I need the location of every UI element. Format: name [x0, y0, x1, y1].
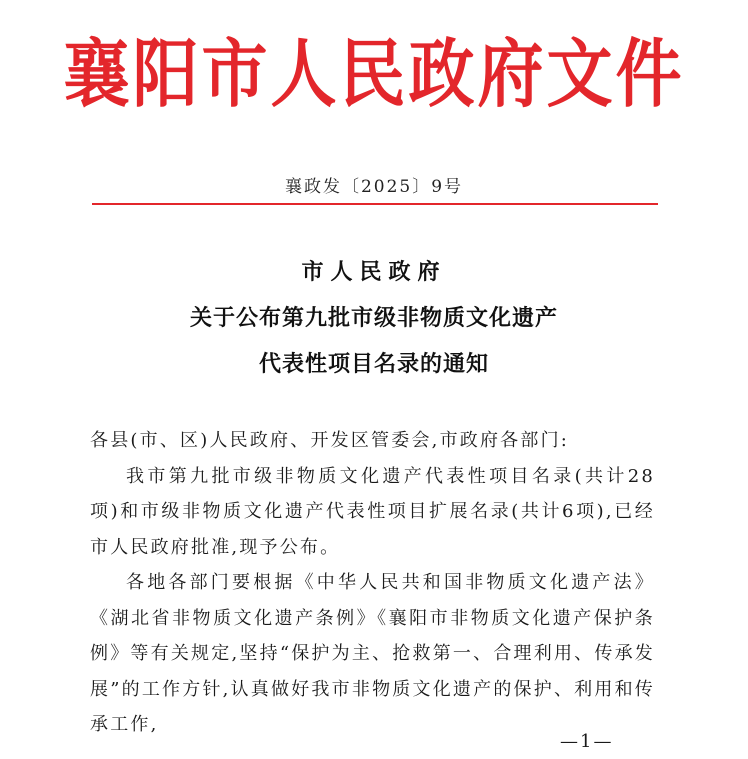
red-divider-line [92, 203, 658, 205]
title-line-issuer: 市人民政府 [301, 260, 447, 285]
notice-body [90, 423, 655, 743]
masthead-title: 襄阳市人民政府文件 [63, 30, 685, 118]
salutation: 各县(市、区)人民政府、开发区管委会,市政府各部门: [90, 430, 570, 451]
title-line-subject: 关于公布第九批市级非物质文化遗产 [189, 306, 558, 331]
body-paragraph-1: 我市第九批市级非物质文化遗产代表性项目名录(共计28项)和市级非物质文化遗产代表性项目扩展名录(共计6项),已经市人民政府批准,现予公布。 [90, 465, 655, 558]
title-line-subject-cont: 代表性项目名录的通知 [258, 352, 489, 377]
page-number: —1— [560, 731, 614, 752]
notice-title [0, 250, 748, 388]
document-number: 襄政发〔2025〕9号 [284, 177, 464, 197]
body-paragraph-2: 各地各部门要根据《中华人民共和国非物质文化遗产法》《湖北省非物质文化遗产条例》《襄阳市非物质文化遗产保护条例》等有关规定,坚持“保护为主、抢救第一、合理利用、传承发展”的工作方针,认真做好我市非物质文化遗产的保护、利用和传承工作, [90, 572, 655, 735]
